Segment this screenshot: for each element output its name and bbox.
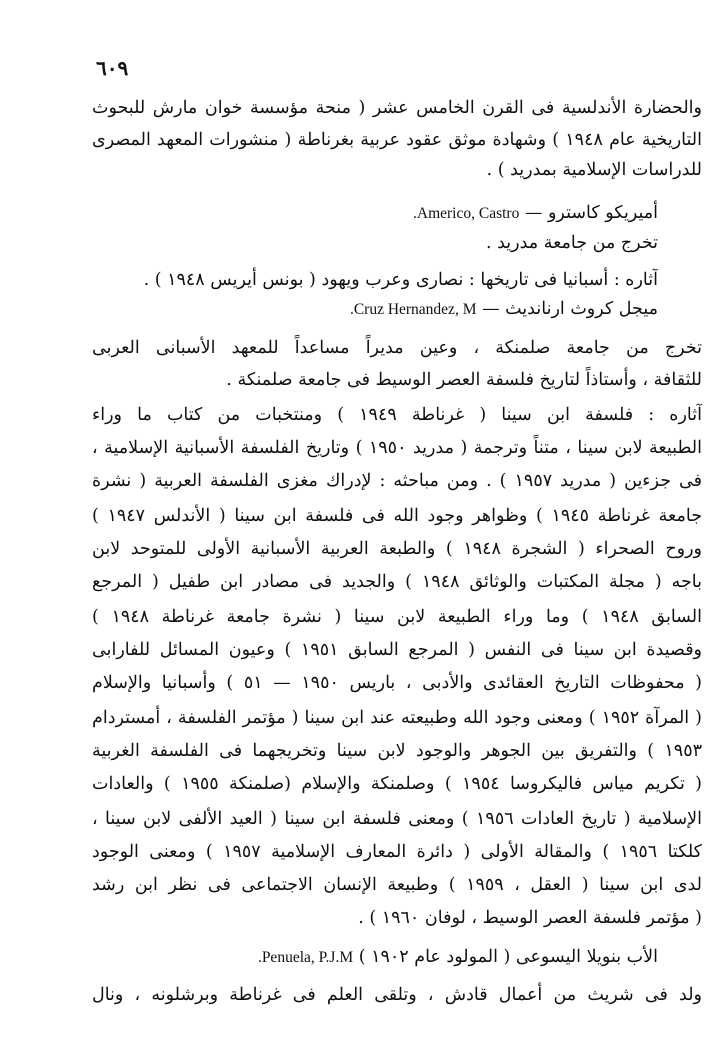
entry-heading-latin: Penuela, P.J.M. [257,949,354,966]
entry-heading-cruz [102,294,658,324]
entry-heading-castro [102,198,658,228]
text-line: ولد فى شريث من أعمال قادش ، وتلقى العلم فى غرناطة وبرشلونه ، ونال [92,985,702,1005]
entry-heading-arabic: الأب بنويلا اليسوعى ( المولود عام ١٩٠٢ ) [358,947,658,967]
text-line: السابق ١٩٤٨ ) وما وراء الطبيعة لابن سينا ( نشرة جامعة غرناطة ١٩٤٨ ) [92,607,702,627]
text-line: وقصيدة ابن سينا فى النفس ( المرجع السابق ١٩٥١ ) وعيون المسائل للفارابى [92,640,702,660]
text-line: آثاره : أسبانيا فى تاريخها : نصارى وعرب ويهود ( بونس أيريس ١٩٤٨ ) . [143,270,658,290]
text-line: ( محفوظات التاريخ العقائدى والأدبى ، باريس ١٩٥٠ — ٥١ ) وأسبانيا والإسلام [92,673,702,693]
text-line: للثقافة ، وأستاذاً لتاريخ فلسفة العصر الوسيط فى جامعة صلمنكة . [226,370,702,390]
text-line: ( المرآة ١٩٥٢ ) ومعنى وجود الله وطبيعته عند ابن سينا ( مؤتمر الفلسفة ، أمستردام [92,708,702,728]
text-line: ١٩٥٣ ) والتفريق بين الجوهر والوجود لابن سينا وتخريجهما فى الفلسفة الغربية [92,741,702,761]
text-line: ( تكريم مياس فاليكروسا ١٩٥٤ ) وصلمنكة والإسلام (صلمنكة ١٩٥٥ ) والعادات [92,774,702,794]
text-line: التاريخية عام ١٩٤٨ ) وشهادة موثق عقود عربية بغرناطة ( منشورات المعهد المصرى [92,130,702,150]
text-line: والحضارة الأندلسية فى القرن الخامس عشر ( منحة مؤسسة خوان مارش للبحوث [92,98,702,118]
page-number: ٦٠٩ [96,56,129,80]
text-line: جامعة غرناطة ١٩٤٥ ) وظواهر وجود الله فى فلسفة ابن سينا ( الأندلس ١٩٤٧ ) [92,506,702,526]
text-line: للدراسات الإسلامية بمدريد ) . [486,160,702,180]
entry-heading-arabic: أميريكو كاسترو — [524,203,658,223]
entry-heading-penuela [102,942,658,972]
text-line: فى جزءين ( مدريد ١٩٥٧ ) . ومن مباحثه : لإدراك مغزى الفلسفة العربية ( نشرة [92,471,702,491]
entry-heading-arabic: ميجل كروث ارنانديث — [482,299,658,319]
entry-heading-latin: Cruz Hernandez, M. [349,301,477,318]
text-line: تخرج من جامعة صلمنكة ، وعين مديراً مساعداً للمعهد الأسبانى العربى [92,338,702,358]
text-line: الإسلامية ( تاريخ العادات ١٩٥٦ ) ومعنى فلسفة ابن سينا ( العيد الألفى لابن سينا ، [92,809,702,829]
text-line: ( مؤتمر فلسفة العصر الوسيط ، لوفان ١٩٦٠ ) . [358,908,702,928]
text-line: وروح الصحراء ( الشجرة ١٩٤٨ ) والطبعة العربية الأسبانية الأولى للمتوحد لابن [92,539,702,559]
text-line: الطبيعة لابن سينا ، متناً وترجمة ( مدريد ١٩٥٠ ) وتاريخ الفلسفة الأسبانية الإسلامية ، [92,438,702,458]
text-line: كلكتا ١٩٥٦ ) والمقالة الأولى ( دائرة المعارف الإسلامية ١٩٥٧ ) ومعنى الوجود [92,842,702,862]
text-line: تخرج من جامعة مدريد . [485,233,658,253]
text-line: آثاره : فلسفة ابن سينا ( غرناطة ١٩٤٩ ) ومنتخبات من كتاب ما وراء [92,405,702,425]
text-line: باجه ( مجلة المكتبات والوثائق ١٩٤٨ ) والجديد فى مصادر ابن طفيل ( المرجع [92,572,702,592]
entry-heading-latin: Americo, Castro. [413,205,520,222]
text-line: لدى ابن سينا ( العقل ، ١٩٥٩ ) وطبيعة الإنسان الاجتماعى فى نظر ابن رشد [92,875,702,895]
